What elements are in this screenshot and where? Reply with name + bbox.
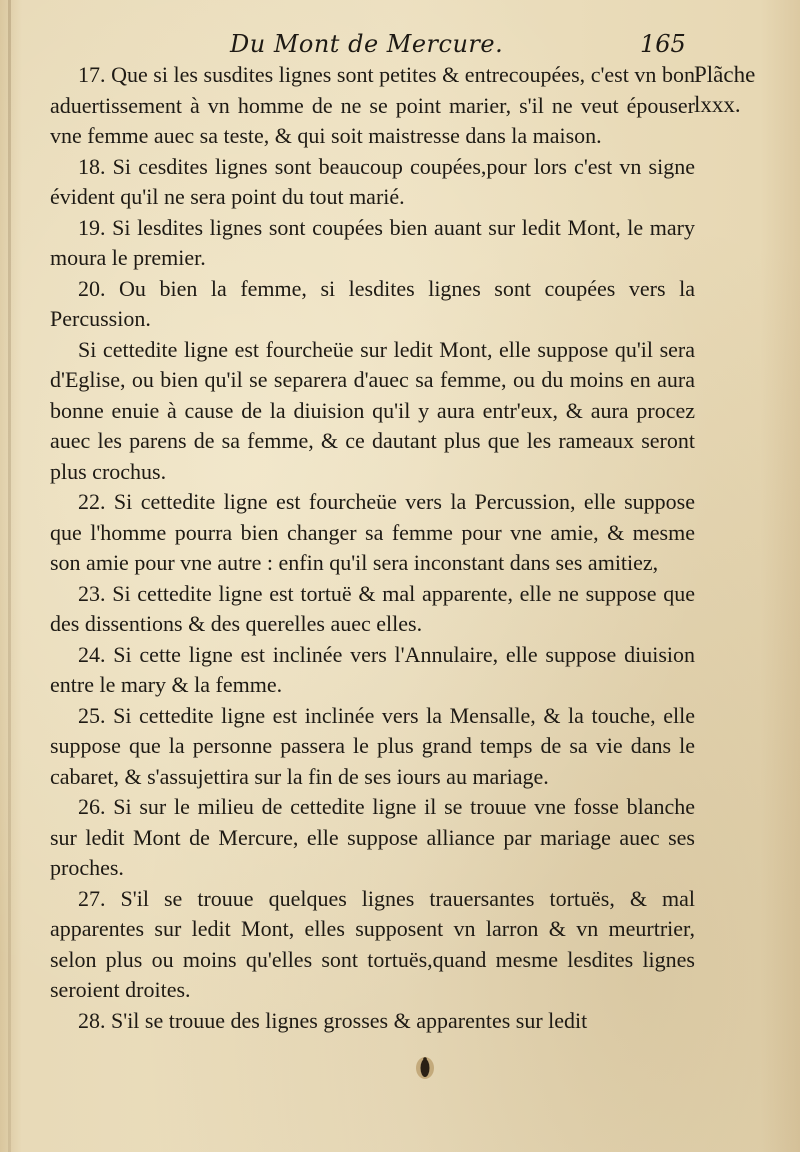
gutter-edge: [8, 0, 11, 1152]
marginal-note-line: lxxx.: [694, 92, 741, 117]
paragraph-23: 23. Si cettedite ligne est tortuë & mal apparente, elle ne suppose que des dissentions & des querelles auec elles.: [50, 580, 695, 636]
running-title: Du Mont de Mercure.: [230, 30, 504, 58]
paragraph-24: 24. Si cette ligne est inclinée vers l'Annulaire, elle suppose diuision entre le mary & la femme.: [50, 641, 695, 697]
paragraph-17: 17. Que si les susdites lignes sont petites & entrecoupées, c'est vn bon aduertissement à vn homme de ne se point marier, s'il ne veut épouser vne femme auec sa teste, & qui soit maistresse dans la maison.: [50, 62, 695, 148]
printers-flower-ornament-icon: [414, 1055, 436, 1081]
paragraph-22: 22. Si cettedite ligne est fourcheüe vers la Percussion, elle suppose que l'homme pourra bien changer sa femme pour vne amie, & mesme son amie pour vne autre : enfin qu'il sera inconstant dans ses amitiez,: [50, 489, 695, 575]
paragraph-26: 26. Si sur le milieu de cettedite ligne il se trouue vne fosse blanche sur ledit Mont de Mercure, elle suppose alliance par mariage auec ses proches.: [50, 794, 695, 880]
paragraph-19: 19. Si lesdites lignes sont coupées bien auant sur ledit Mont, le mary moura le premier.: [50, 214, 695, 270]
paragraph-18: 18. Si cesdites lignes sont beaucoup coupées,pour lors c'est vn signe évident qu'il ne sera point du tout marié.: [50, 153, 695, 209]
marginal-note: [694, 60, 794, 120]
paragraph-27: 27. S'il se trouue quelques lignes trauersantes tortuës, & mal apparentes sur ledit Mont, elles supposent vn larron & vn meurtrier, selon plus ou moins qu'elles sont tortuës,quand mesme lesdites lignes seroient droites.: [50, 885, 695, 1002]
paragraph-21: Si cettedite ligne est fourcheüe sur ledit Mont, elle suppose qu'il sera d'Eglise, ou bien qu'il se separera d'auec sa femme, ou du moins en aura bonne enuie à cause de la diuision qu'il y aura entr'eux, & aura procez auec les parens de sa femme, & ce dautant plus que les rameaux seront plus crochus.: [50, 336, 695, 484]
paragraph-25: 25. Si cettedite ligne est inclinée vers la Mensalle, & la touche, elle suppose que la personne passera le plus grand temps de sa vie dans le cabaret, & s'assujettira sur la fin de ses iours au mariage.: [50, 702, 695, 789]
body-text: [50, 60, 695, 1036]
page-number: 165: [640, 30, 686, 58]
paragraph-28: 28. S'il se trouue des lignes grosses & apparentes sur ledit: [78, 1007, 588, 1033]
paragraph-20: 20. Ou bien la femme, si lesdites lignes sont coupées vers la Percussion.: [50, 275, 695, 331]
marginal-note-line: Plãche: [694, 62, 756, 87]
